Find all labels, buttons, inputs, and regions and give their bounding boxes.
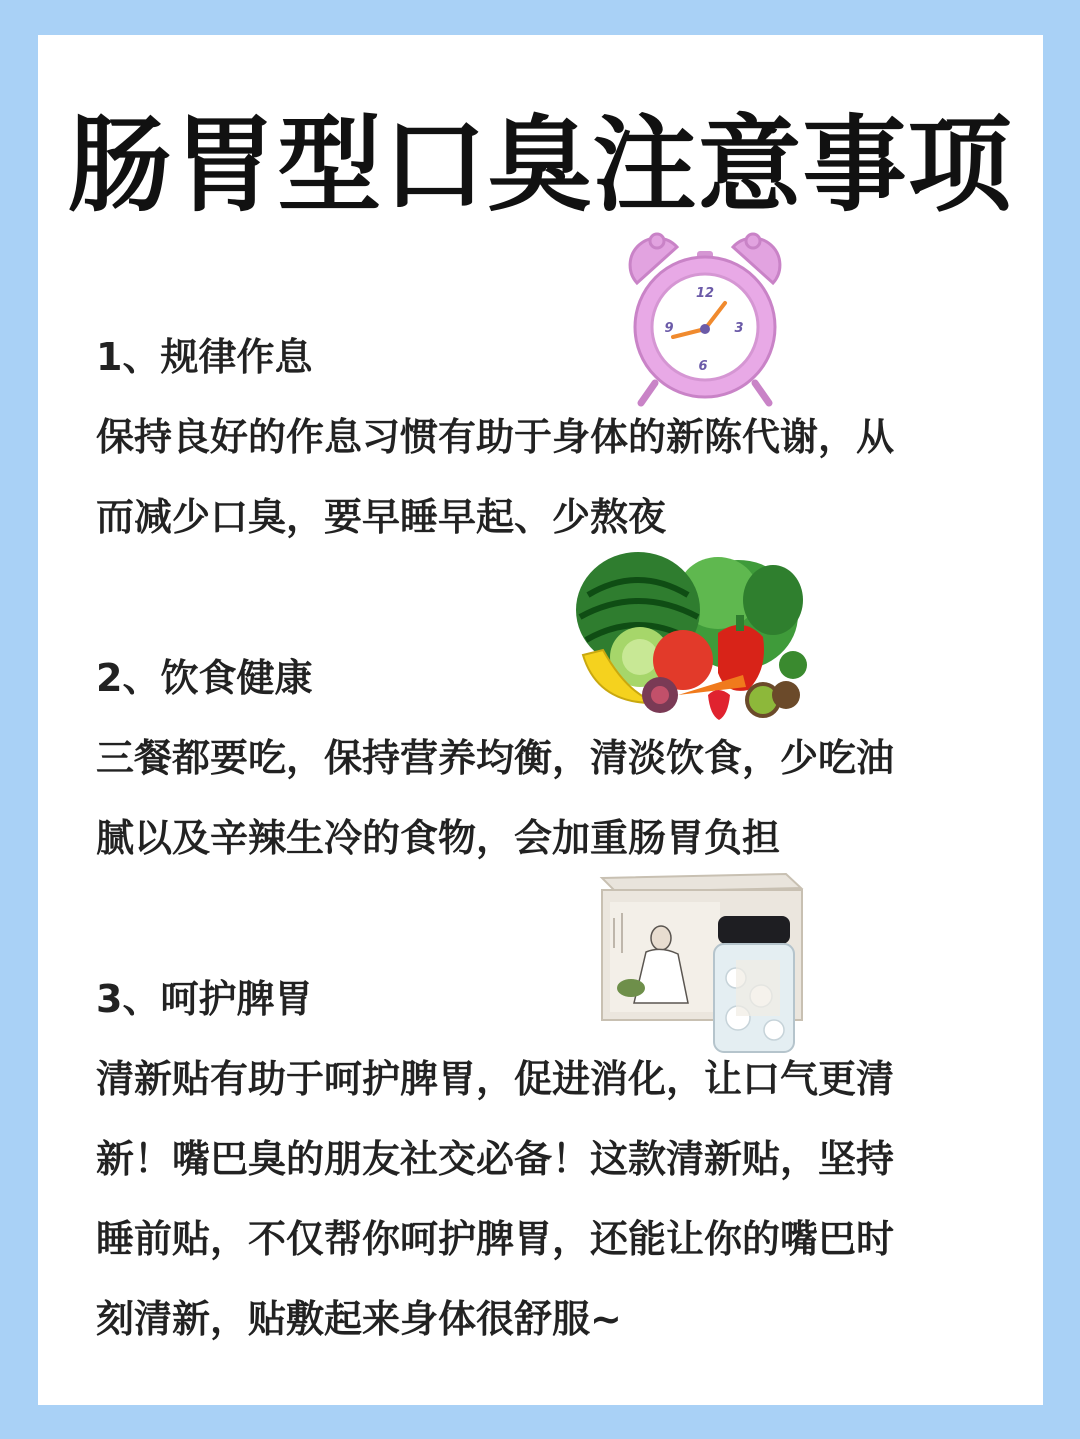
section-text-diet: [96, 718, 996, 878]
text-line: 睡前贴，不仅帮你呵护脾胃，还能让你的嘴巴时: [96, 1217, 895, 1261]
clock-number: 9: [664, 321, 674, 336]
clock-number: 3: [734, 321, 744, 336]
text-line: 三餐都要吃，保持营养均衡，清淡饮食，少吃油: [96, 736, 895, 780]
section-heading-spleen: 3、呵护脾胃: [96, 977, 313, 1021]
page-title: 肠胃型口臭注意事项: [67, 104, 1013, 226]
clock-number: 6: [698, 359, 708, 374]
section-text-routine: [96, 397, 996, 557]
fruits-vegetables-icon: [568, 545, 813, 725]
product-box-jar-icon: [596, 868, 806, 1058]
section-text-spleen: [96, 1039, 996, 1359]
section-heading-routine: 1、规律作息: [96, 335, 313, 379]
text-line: 保持良好的作息习惯有助于身体的新陈代谢，从: [96, 415, 895, 459]
text-line: 新！嘴巴臭的朋友社交必备！这款清新贴，坚持: [96, 1137, 895, 1181]
text-line: 清新贴有助于呵护脾胃，促进消化，让口气更清: [96, 1057, 895, 1101]
clock-number: 12: [695, 286, 715, 301]
section-heading-diet: 2、饮食健康: [96, 656, 313, 700]
alarm-clock-icon: [615, 225, 795, 410]
text-line: 腻以及辛辣生冷的食物，会加重肠胃负担: [96, 816, 781, 860]
text-line: 刻清新，贴敷起来身体很舒服~: [96, 1297, 622, 1341]
text-line: 而减少口臭，要早睡早起、少熬夜: [96, 495, 667, 539]
